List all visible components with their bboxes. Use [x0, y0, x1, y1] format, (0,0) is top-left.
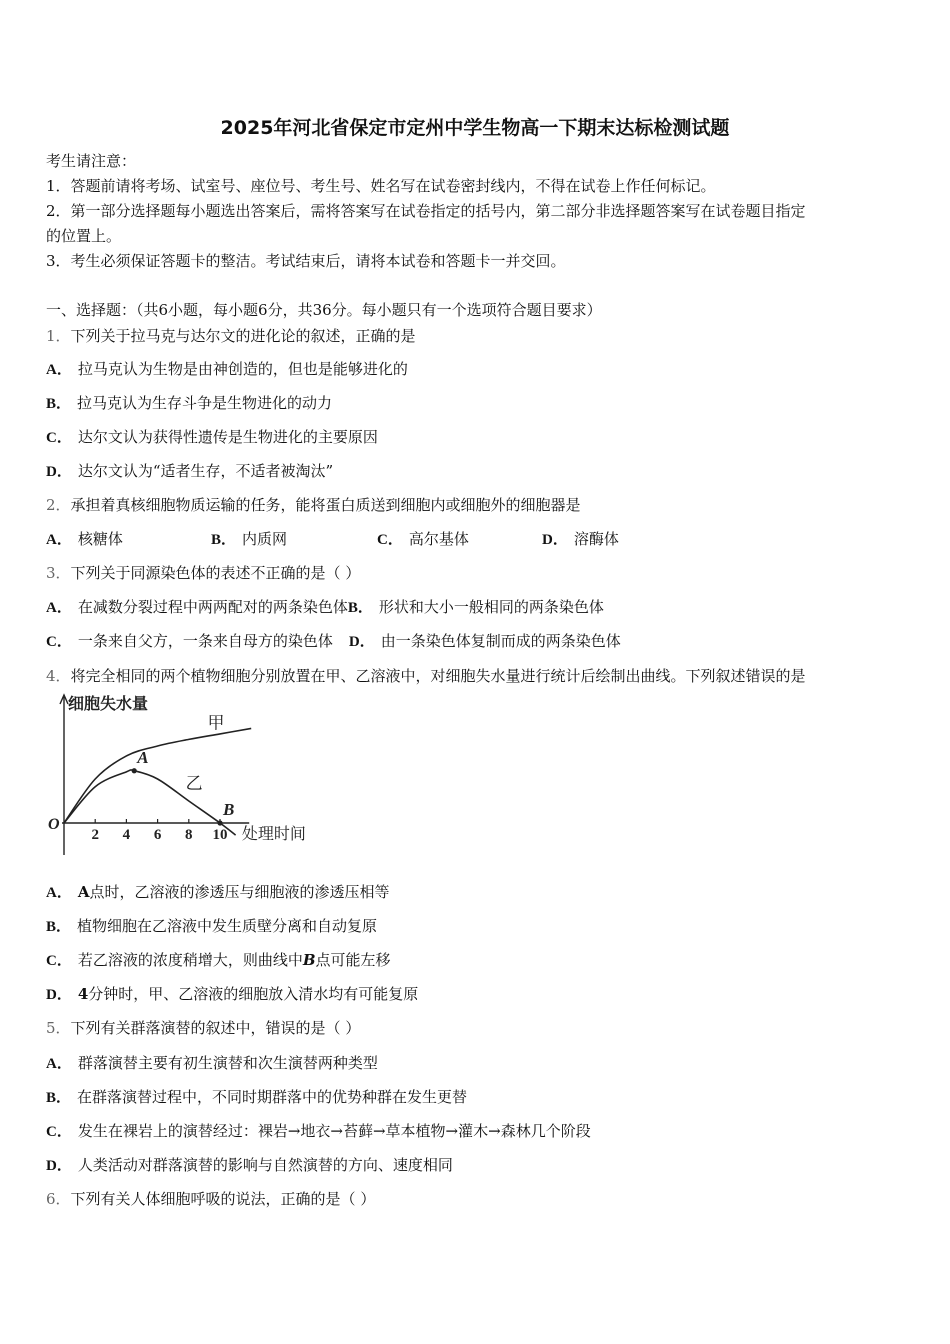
q3-options-ab: [46, 597, 604, 618]
q1-option-c: [46, 427, 378, 448]
q5-option-b: [46, 1087, 467, 1108]
option-prefix: 4: [77, 985, 89, 1003]
question-stem: 下列有关人体细胞呼吸的说法，正确的是（ ）: [70, 1190, 376, 1208]
question-3: [46, 563, 360, 583]
q4-option-d: [46, 984, 418, 1005]
question-stem: 承担着真核细胞物质运输的任务，能将蛋白质送到细胞内或细胞外的细胞器是: [70, 496, 581, 514]
y-axis-label: 细胞失水量: [68, 696, 149, 713]
notice-heading: 考生请注意：: [46, 152, 137, 170]
question-stem: 下列关于同源染色体的表述不正确的是（ ）: [70, 564, 361, 582]
option-prefix: A: [77, 883, 90, 901]
question-number: 5．: [46, 1019, 71, 1037]
q5-option-a: [46, 1053, 378, 1074]
q4-option-b: [46, 916, 377, 937]
option-label: B．: [46, 396, 72, 412]
option-label: C．: [46, 430, 72, 446]
option-text: 分钟时，甲、乙溶液的细胞放入清水均有可能复原: [88, 985, 419, 1003]
question-6: [46, 1189, 375, 1209]
option-label: C．: [377, 532, 403, 548]
option-label: B．: [211, 532, 237, 548]
option-text: 植物细胞在乙溶液中发生质壁分离和自动复原: [77, 917, 378, 935]
option-label: A．: [46, 532, 72, 548]
notice-item-3: 3．考生必须保证答题卡的整洁。考试结束后，请将本试卷和答题卡一并交回。: [46, 252, 566, 270]
option-label: A．: [46, 362, 72, 378]
x-tick-label: 6: [153, 827, 162, 843]
option-label: C．: [46, 1124, 72, 1140]
q4-option-a: [46, 882, 390, 903]
x-tick-label: 10: [212, 827, 228, 843]
question-stem: 将完全相同的两个植物细胞分别放置在甲、乙溶液中，对细胞失水量进行统计后绘制出曲线。下列叙述错误的是: [70, 667, 806, 685]
question-stem: 下列关于拉马克与达尔文的进化论的叙述，正确的是: [70, 327, 416, 345]
option-text: 溶酶体: [573, 530, 619, 548]
option-text: 达尔文认为“适者生存，不适者被淘汰”: [77, 462, 334, 480]
option-label: D．: [46, 1158, 72, 1174]
option-text: 群落演替主要有初生演替和次生演替两种类型: [77, 1054, 378, 1072]
question-5: [46, 1018, 360, 1038]
option-label: B．: [46, 919, 72, 935]
point-b: [217, 820, 222, 825]
option-text: 形状和大小一般相同的两条染色体: [378, 598, 604, 616]
question-2: [46, 495, 581, 515]
option-label: A．: [46, 600, 72, 616]
q1-option-b: [46, 393, 332, 414]
option-prefix: 若乙溶液的浓度稍增大，则曲线中: [77, 951, 303, 969]
option-emphasis: B: [302, 951, 316, 969]
q1-option-d: [46, 461, 333, 482]
option-label: A．: [46, 1056, 72, 1072]
point-a: [132, 768, 137, 773]
option-label: C．: [46, 953, 72, 969]
q2-option-b: [211, 529, 287, 550]
option-text: 内质网: [242, 530, 288, 548]
notice-item-2-cont: 的位置上。: [46, 227, 122, 245]
x-tick-label: 8: [185, 827, 193, 843]
x-axis-label: 处理时间: [241, 826, 306, 843]
question-number: 1．: [46, 327, 71, 345]
q1-option-a: [46, 359, 408, 380]
origin-label: O: [48, 816, 60, 833]
option-label: A．: [46, 885, 72, 901]
option-text: 拉马克认为生存斗争是生物进化的动力: [77, 394, 333, 412]
question-number: 2．: [46, 496, 71, 514]
option-text: 点可能左移: [315, 951, 391, 969]
option-text: 点时，乙溶液的渗透压与细胞液的渗透压相等: [89, 883, 390, 901]
q5-option-d: [46, 1155, 453, 1176]
option-label: C．: [46, 634, 72, 650]
water-loss-chart: [42, 693, 342, 863]
option-label: B．: [46, 1090, 72, 1106]
q5-option-c: [46, 1121, 591, 1142]
x-tick-label: 2: [91, 827, 99, 843]
point-label-b: B: [223, 800, 235, 819]
question-number: 3．: [46, 564, 71, 582]
option-text: 高尔基体: [408, 530, 469, 548]
notice-item-2: 2．第一部分选择题每小题选出答案后，需将答案写在试卷指定的括号内，第二部分非选择题答案写在试卷题目指定: [46, 202, 806, 220]
option-label: D．: [348, 634, 375, 650]
series-line-yi: [64, 770, 236, 835]
x-tick-label: 4: [122, 827, 131, 843]
option-label: D．: [46, 464, 72, 480]
section-heading: 一、选择题：（共6小题，每小题6分，共36分。每小题只有一个选项符合题目要求）: [46, 301, 602, 319]
series-label-jia: 甲: [207, 713, 225, 733]
option-label: D．: [46, 987, 72, 1003]
series-label-yi: 乙: [185, 773, 203, 793]
option-text: 由一条染色体复制而成的两条染色体: [380, 632, 621, 650]
option-text: 拉马克认为生物是由神创造的，但也是能够进化的: [77, 360, 408, 378]
question-number: 6．: [46, 1190, 71, 1208]
question-number: 4．: [46, 667, 71, 685]
question-4: [46, 666, 806, 686]
option-text: 在群落演替过程中，不同时期群落中的优势种群在发生更替: [77, 1088, 468, 1106]
q2-option-a: [46, 529, 123, 550]
q2-option-c: [377, 529, 469, 550]
option-label: B．: [347, 600, 373, 616]
option-text: 达尔文认为获得性遗传是生物进化的主要原因: [77, 428, 378, 446]
point-label-a: A: [137, 747, 149, 767]
q4-option-c: [46, 950, 391, 971]
question-1: [46, 326, 416, 346]
q2-option-d: [542, 529, 619, 550]
q3-options-cd: [46, 631, 621, 652]
page-title: 2025年河北省保定市定州中学生物高一下期末达标检测试题: [220, 117, 730, 139]
option-text: 核糖体: [77, 530, 123, 548]
option-text: 人类活动对群落演替的影响与自然演替的方向、速度相同: [77, 1156, 453, 1174]
option-text: 在减数分裂过程中两两配对的两条染色体: [77, 598, 348, 616]
option-text: 发生在裸岩上的演替经过：裸岩→地衣→苔藓→草本植物→灌木→森林几个阶段: [77, 1122, 591, 1140]
question-stem: 下列有关群落演替的叙述中，错误的是（ ）: [70, 1019, 361, 1037]
chart-labels: [48, 694, 306, 843]
option-label: D．: [542, 532, 568, 548]
notice-item-1: 1．答题前请将考场、试室号、座位号、考生号、姓名写在试卷密封线内，不得在试卷上作任何标记。: [46, 177, 716, 195]
option-text: 一条来自父方，一条来自母方的染色体: [77, 632, 333, 650]
